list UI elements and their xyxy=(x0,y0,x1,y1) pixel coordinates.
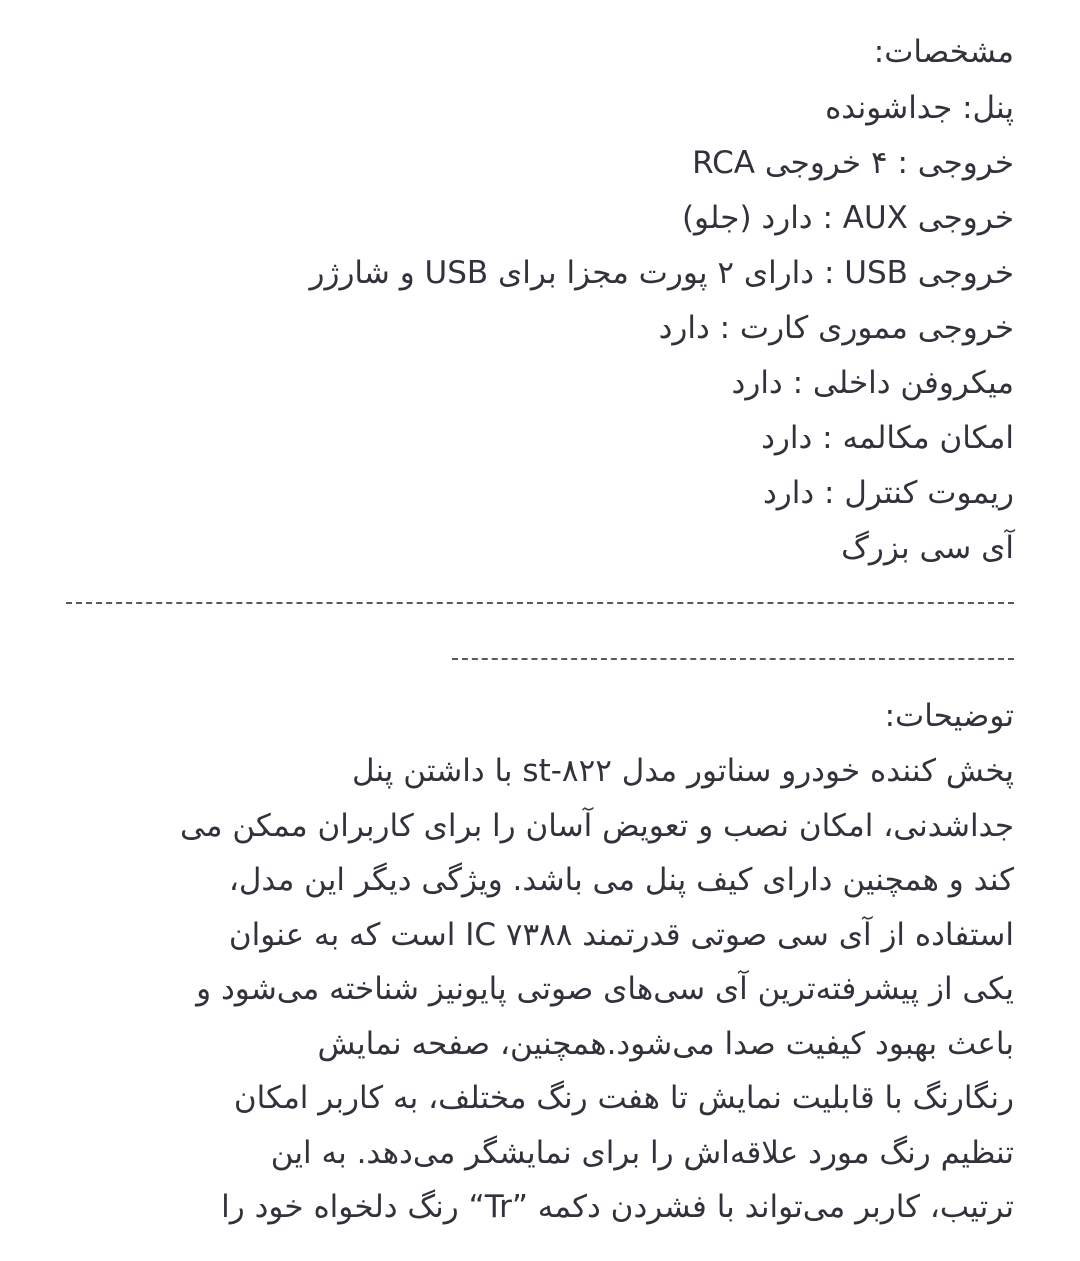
spec-call: امکان مکالمه : دارد xyxy=(761,420,1014,456)
description-line: استفاده از آی سی صوتی قدرتمند IC ۷۳۸۸ است که به عنوان xyxy=(228,916,1014,953)
description-line: باعث بهبود کیفیت صدا می‌شود.همچنین، صفحه نمایش xyxy=(317,1025,1014,1062)
description-line: تنظیم رنگ مورد علاقه‌اش را برای نمایشگر می‌دهد. به این xyxy=(270,1134,1014,1171)
separator-long xyxy=(66,602,1014,604)
description-line: کند و همچنین دارای کیف پنل می باشد. ویژگی دیگر این مدل، xyxy=(228,862,1014,898)
spec-microphone: میکروفن داخلی : دارد xyxy=(731,365,1014,401)
spec-memory-card: خروجی مموری کارت : دارد xyxy=(658,310,1014,346)
description-line: یکی از پیشرفته‌ترین آی سی‌های صوتی پایونیز شناخته می‌شود و xyxy=(196,971,1014,1007)
spec-rca-output: خروجی : ۴ خروجی RCA xyxy=(692,145,1014,181)
description-line: پخش کننده خودرو سناتور مدل st-۸۲۲ با داشتن پنل xyxy=(351,753,1014,789)
description-line: رنگارنگ با قابلیت نمایش تا هفت رنگ مختلف، به کاربر امکان xyxy=(233,1080,1014,1116)
description-line: جداشدنی، امکان نصب و تعویض آسان را برای کاربران ممکن می xyxy=(180,807,1014,844)
spec-panel: پنل: جداشونده xyxy=(825,90,1014,126)
separator-short xyxy=(452,658,1014,660)
description-heading: توضیحات: xyxy=(884,698,1014,734)
spec-usb-output: خروجی USB : دارای ۲ پورت مجزا برای USB و شارژر xyxy=(309,255,1014,291)
specs-heading: مشخصات: xyxy=(873,34,1014,70)
spec-remote: ریموت کنترل : دارد xyxy=(762,475,1014,511)
spec-big-ic: آی سی بزرگ xyxy=(841,530,1014,566)
description-text xyxy=(64,744,1014,1235)
spec-aux-output: خروجی AUX : دارد (جلو) xyxy=(681,200,1014,236)
description-line: ترتیب، کاربر می‌تواند با فشردن دکمه ”Tr“ رنگ دلخواه خود را xyxy=(221,1189,1014,1225)
